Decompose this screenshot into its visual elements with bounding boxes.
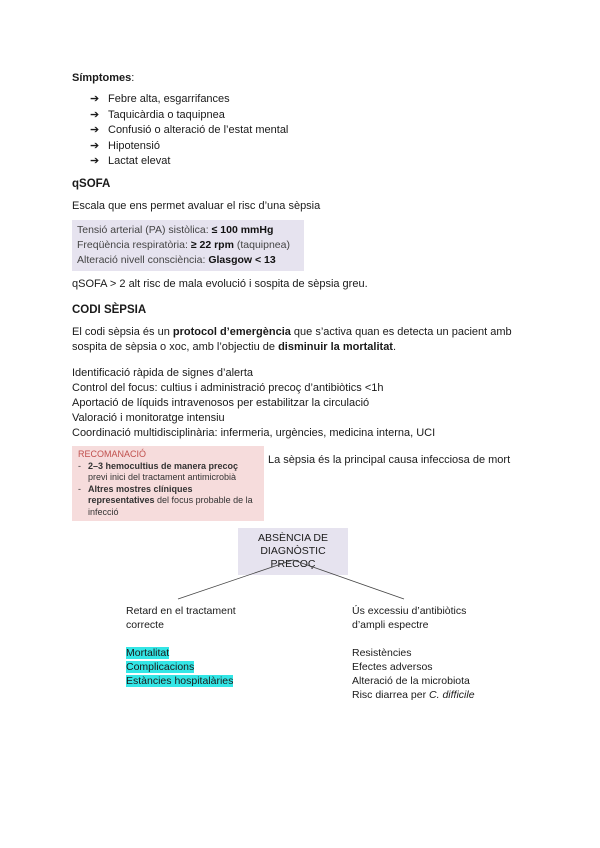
arrow-right-icon: ➔: [90, 108, 100, 121]
arrow-right-icon: ➔: [90, 124, 100, 136]
symptom-text: Lactat elevat: [108, 155, 171, 167]
consequence-item: Alteració de la microbiota: [352, 675, 470, 687]
codi-text: El codi sèpsia és un: [72, 326, 173, 338]
recommendation-side-note: La sèpsia és la principal causa infecciosa de mort: [268, 454, 511, 466]
criterion-label: Freqüència respiratòria:: [77, 239, 191, 251]
consequence-item: Resistències: [352, 647, 412, 659]
arrow-right-icon: ➔: [90, 139, 100, 152]
consequence-item: Efectes adversos: [352, 661, 433, 673]
codi-step: Coordinació multidisciplinària: infermeria, urgències, medicina interna, UCI: [72, 427, 436, 439]
arrow-right-icon: ➔: [90, 93, 100, 105]
codi-title: CODI SÈPSIA: [72, 304, 147, 316]
root-line: ABSÈNCIA DE: [257, 532, 329, 544]
connector-right: [293, 560, 404, 599]
codi-step: Aportació de líquids intravenosos per estabilitzar la circulació: [72, 397, 370, 409]
rec-bold: 2–3 hemocultius de manera precoç: [88, 460, 239, 471]
criterion-label: Tensió arterial (PA) sistòlica:: [77, 224, 212, 236]
diagram-left-items: [126, 646, 233, 688]
symptoms-title: Símptomes: [72, 72, 132, 84]
qsofa-note: qSOFA > 2 alt risc de mala evolució i sospita de sèpsia greu.: [72, 278, 368, 290]
consequence-item: Complicacions: [126, 661, 195, 673]
codi-bold: disminuir la mortalitat: [278, 341, 393, 353]
organism-name: C. difficile: [429, 689, 475, 701]
symptom-text: Hipotensió: [108, 139, 160, 152]
branch-title-line: Ús excessiu d’antibiòtics: [352, 605, 467, 617]
branch-title-line: d’ampli espectre: [352, 619, 429, 631]
codi-text: que s’activa quan es detecta un pacient amb sospita de sèpsia o xoc, amb l’objectiu de: [72, 326, 512, 353]
symptom-text: Febre alta, esgarrifances: [108, 93, 230, 105]
consequence-text: Risc diarrea per: [352, 689, 430, 701]
rec-bold: Altres mostres clíniques representatives: [88, 483, 193, 505]
dash-bullet: -: [78, 460, 81, 471]
criterion-value: Glasgow < 13: [208, 254, 276, 266]
branch-title-line: correcte: [126, 619, 164, 631]
criterion-suffix: (taquipnea): [233, 239, 290, 251]
criterion-label: Alteració nivell consciència:: [77, 254, 209, 266]
qsofa-intro: Escala que ens permet avaluar el risc d’una sèpsia: [72, 200, 321, 212]
symptoms-colon: :: [131, 72, 135, 84]
consequence-item: Estàncies hospitalàries: [126, 675, 234, 687]
symptom-text: Taquicàrdia o taquipnea: [108, 108, 225, 121]
criterion-value: ≤ 100 mmHg: [211, 224, 274, 236]
symptom-text: Confusió o alteració de l’estat mental: [108, 124, 289, 136]
codi-step: Identificació ràpida de signes d’alerta: [72, 367, 254, 379]
connector-left: [178, 560, 293, 599]
codi-text: .: [392, 341, 397, 353]
diagram-right-items: [352, 646, 475, 702]
qsofa-title: qSOFA: [72, 178, 111, 190]
rec-text: del focus probable de la infecció: [88, 495, 253, 517]
codi-step: Valoració i monitoratge intensiu: [72, 412, 225, 424]
rec-text: previ inici del tractament antimicrobià: [88, 472, 237, 482]
consequence-item: [352, 688, 475, 702]
diagram-left-title: [126, 604, 236, 632]
recommendation-title: RECOMANACIÓ: [78, 449, 147, 459]
arrow-right-icon: ➔: [90, 155, 100, 167]
diagram-right-title: [352, 604, 466, 632]
branch-title-line: Retard en el tractament: [126, 605, 236, 617]
root-line: DIAGNÒSTIC PRECOÇ: [260, 545, 326, 570]
consequence-item: Mortalitat: [126, 647, 170, 659]
codi-step: Control del focus: cultius i administració precoç d’antibiòtics <1h: [72, 382, 384, 394]
dash-bullet: -: [78, 483, 81, 494]
codi-bold: protocol d’emergència: [172, 326, 291, 338]
criterion-value: ≥ 22 rpm: [190, 239, 234, 251]
